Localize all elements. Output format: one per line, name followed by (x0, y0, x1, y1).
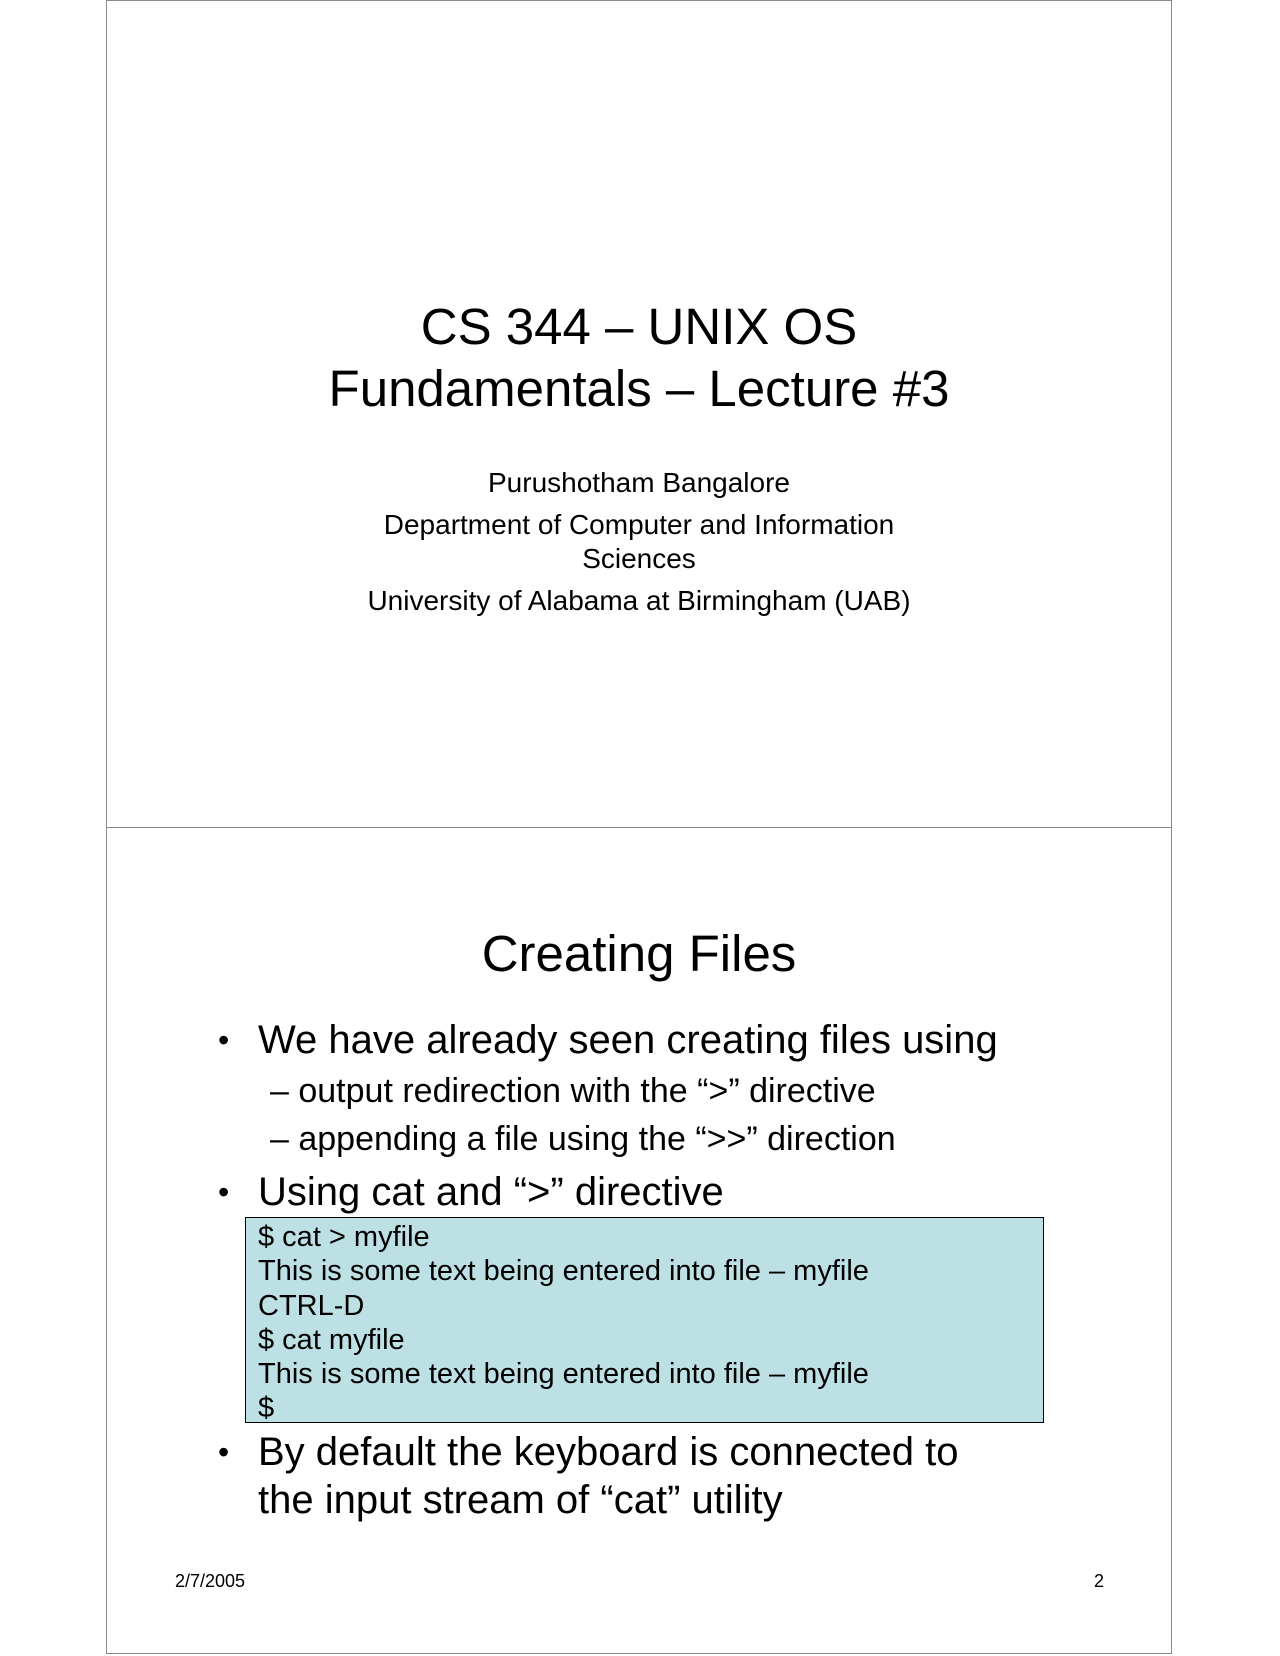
slide2-title: Creating Files (481, 925, 797, 982)
bullet-text-3-line1: By default the keyboard is connected to (258, 1430, 959, 1474)
slide1-subtitle (106, 466, 1172, 618)
code-example-box (245, 1217, 1044, 1423)
code-line: $ cat > myfile (258, 1221, 430, 1253)
bullet-dot: • (218, 1174, 230, 1210)
bullet-dot: • (218, 1022, 230, 1058)
slide1-title-line1: CS 344 – UNIX OS (420, 298, 858, 355)
code-line: $ (258, 1392, 275, 1425)
slide-divider (106, 827, 1172, 828)
bullet-text-3-line2: the input stream of “cat” utility (258, 1478, 783, 1522)
slide1-title-line2: Fundamentals – Lecture #3 (328, 360, 950, 417)
department-line1: Department of Computer and Information (383, 509, 895, 540)
bullet-text-3 (258, 1428, 958, 1524)
code-line: This is some text being entered into file – myfile (258, 1255, 869, 1288)
bullet-text-1: We have already seen creating files using (258, 1018, 998, 1062)
author-name: Purushotham Bangalore (488, 467, 790, 498)
bullet-text-2: Using cat and “>” directive (258, 1170, 724, 1214)
university-name: University of Alabama at Birmingham (UAB) (367, 585, 911, 616)
department-line2: Sciences (582, 543, 696, 574)
footer-page-number: 2 (1094, 1571, 1105, 1591)
footer-date: 2/7/2005 (175, 1571, 246, 1591)
sub-bullet-2: – appending a file using the “>>” direction (270, 1120, 896, 1158)
code-line: CTRL-D (258, 1289, 365, 1322)
sub-bullet-1: – output redirection with the “>” directive (270, 1072, 876, 1110)
code-line: $ cat myfile (258, 1323, 405, 1356)
slide1-title (106, 296, 1172, 420)
code-line: This is some text being entered into file – myfile (258, 1358, 869, 1391)
bullet-dot: • (218, 1434, 230, 1470)
